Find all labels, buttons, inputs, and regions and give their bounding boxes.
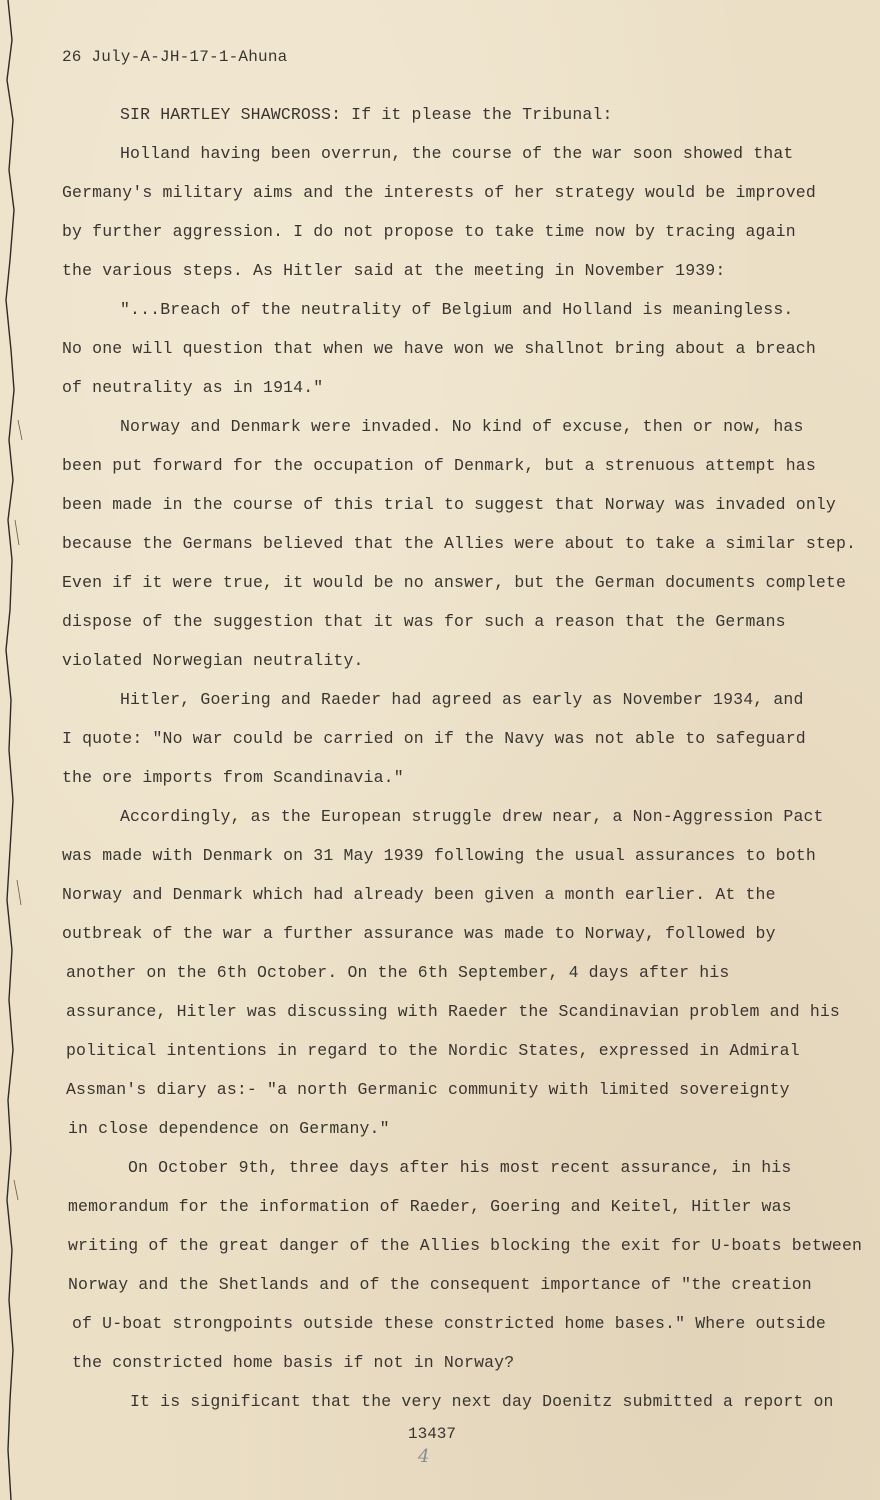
text-line: because the Germans believed that the Allies were about to take a similar step. — [62, 534, 857, 553]
text-line: was made with Denmark on 31 May 1939 following the usual assurances to both — [62, 846, 816, 865]
text-line: of U-boat strongpoints outside these constricted home bases." Where outside — [72, 1314, 826, 1333]
text-line: the constricted home basis if not in Norway? — [72, 1353, 515, 1372]
text-line: in close dependence on Germany." — [68, 1119, 390, 1138]
text-line: another on the 6th October. On the 6th September, 4 days after his — [66, 963, 730, 982]
text-line: Hitler, Goering and Raeder had agreed as early as November 1934, and — [120, 690, 804, 709]
text-line: Accordingly, as the European struggle drew near, a Non-Aggression Pact — [120, 807, 824, 826]
handwritten-mark: 4 — [418, 1446, 430, 1467]
text-line: Germany's military aims and the interests of her strategy would be improved — [62, 183, 816, 202]
text-line: "...Breach of the neutrality of Belgium and Holland is meaningless. — [120, 300, 794, 319]
text-line: dispose of the suggestion that it was for such a reason that the Germans — [62, 612, 786, 631]
text-line: violated Norwegian neutrality. — [62, 651, 364, 670]
text-line: SIR HARTLEY SHAWCROSS: If it please the Tribunal: — [120, 105, 613, 124]
torn-left-edge — [0, 0, 40, 1500]
text-line: assurance, Hitler was discussing with Raeder the Scandinavian problem and his — [66, 1002, 840, 1021]
text-line: Norway and the Shetlands and of the consequent importance of "the creation — [68, 1275, 812, 1294]
text-line: writing of the great danger of the Allies blocking the exit for U-boats between — [68, 1236, 863, 1255]
text-line: the various steps. As Hitler said at the meeting in November 1939: — [62, 261, 726, 280]
document-reference: 26 July-A-JH-17-1-Ahuna — [62, 48, 288, 66]
text-line: On October 9th, three days after his most recent assurance, in his — [128, 1158, 792, 1177]
text-line: by further aggression. I do not propose to take time now by tracing again — [62, 222, 796, 241]
text-line: No one will question that when we have won we shallnot bring about a breach — [62, 339, 816, 358]
text-line: been made in the course of this trial to suggest that Norway was invaded only — [62, 495, 836, 514]
text-line: I quote: "No war could be carried on if the Navy was not able to safeguard — [62, 729, 806, 748]
page-number: 13437 — [408, 1425, 457, 1443]
text-line: Even if it were true, it would be no answer, but the German documents complete — [62, 573, 847, 592]
text-line: outbreak of the war a further assurance was made to Norway, followed by — [62, 924, 776, 943]
text-line: Norway and Denmark were invaded. No kind of excuse, then or now, has — [120, 417, 804, 436]
text-line: the ore imports from Scandinavia." — [62, 768, 404, 787]
text-line: It is significant that the very next day Doenitz submitted a report on — [130, 1392, 834, 1411]
text-line: Holland having been overrun, the course of the war soon showed that — [120, 144, 794, 163]
text-line: memorandum for the information of Raeder, Goering and Keitel, Hitler was — [68, 1197, 792, 1216]
text-line: of neutrality as in 1914." — [62, 378, 324, 397]
text-line: Norway and Denmark which had already been given a month earlier. At the — [62, 885, 776, 904]
text-line: Assman's diary as:- "a north Germanic community with limited sovereignty — [66, 1080, 790, 1099]
text-line: political intentions in regard to the Nordic States, expressed in Admiral — [66, 1041, 800, 1060]
text-line: been put forward for the occupation of Denmark, but a strenuous attempt has — [62, 456, 816, 475]
